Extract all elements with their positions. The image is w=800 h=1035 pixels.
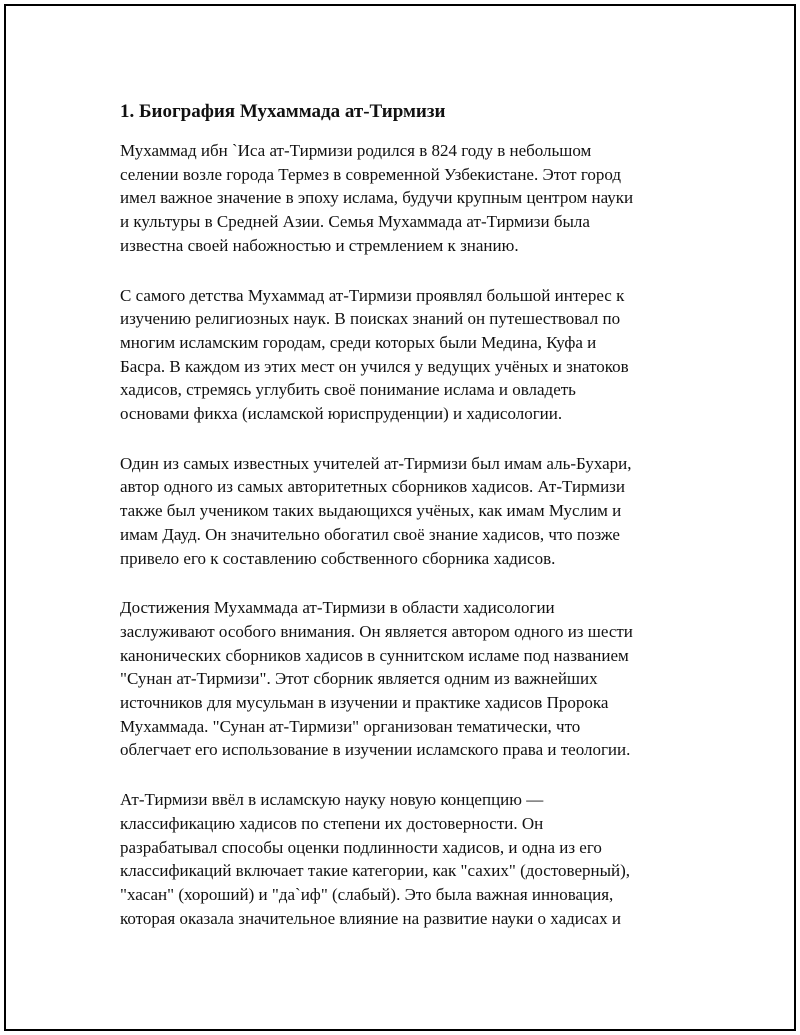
text-line: заслуживают особого внимания. Он является автором одного из шести: [120, 621, 633, 641]
text-line: "хасан" (хороший) и "да`иф" (слабый). Это была важная инновация,: [120, 884, 614, 904]
text-line: канонических сборников хадисов в суннитском исламе под названием: [120, 645, 629, 665]
text-line: которая оказала значительное влияние на развитие науки о хадисах и: [120, 908, 622, 928]
paragraph-birth: [120, 139, 690, 258]
text-line: привело его к составлению собственного сборника хадисов.: [120, 548, 556, 568]
text-line: разрабатывал способы оценки подлинности хадисов, и одна из его: [120, 837, 602, 857]
text-line: автор одного из самых авторитетных сборников хадисов. Ат-Тирмизи: [120, 477, 625, 497]
text-line: известна своей набожностью и стремлением к знанию.: [120, 235, 519, 255]
text-line: "Сунан ат-Тирмизи". Этот сборник является одним из важнейших: [120, 669, 598, 689]
text-line: изучению религиозных наук. В поисках знаний он путешествовал по: [120, 309, 621, 329]
document-body: [120, 98, 690, 956]
text-line: Мухаммад ибн `Иса ат-Тирмизи родился в 824 году в небольшом: [120, 141, 592, 160]
page-frame: [4, 4, 796, 1031]
text-line: Один из самых известных учителей ат-Тирмизи был имам аль-Бухари,: [120, 453, 632, 473]
paragraph-teachers: [120, 452, 690, 571]
text-line: Достижения Мухаммада ат-Тирмизи в области хадисологии: [120, 598, 555, 618]
text-line: имел важное значение в эпоху ислама, будучи крупным центром науки: [120, 188, 634, 208]
paragraph-childhood: [120, 284, 690, 426]
paragraph-classification: [120, 788, 690, 930]
text-line: Мухаммада. "Сунан ат-Тирмизи" организован тематически, что: [120, 716, 581, 736]
text-line: хадисов, стремясь углубить своё понимание ислама и овладеть: [120, 380, 576, 400]
page-title: 1. Биография Мухаммада ат-Тирмизи: [120, 101, 446, 122]
text-line: источников для мусульман в изучении и практике хадисов Пророка: [120, 693, 609, 713]
text-line: С самого детства Мухаммад ат-Тирмизи проявлял большой интерес к: [120, 285, 625, 305]
text-line: облегчает его использование в изучении исламского права и теологии.: [120, 740, 631, 760]
text-line: и культуры в Средней Азии. Семья Мухаммада ат-Тирмизи была: [120, 212, 590, 232]
text-line: Басра. В каждом из этих мест он учился у ведущих учёных и знатоков: [120, 356, 629, 376]
text-line: также был учеником таких выдающихся учёных, как имам Муслим и: [120, 501, 622, 521]
text-line: селении возле города Термез в современной Узбекистане. Этот город: [120, 164, 622, 184]
text-line: многим исламским городам, среди которых были Медина, Куфа и: [120, 332, 597, 352]
text-line: основами фикха (исламской юриспруденции) и хадисологии.: [120, 404, 563, 424]
text-line: имам Дауд. Он значительно обогатил своё знание хадисов, что позже: [120, 524, 620, 544]
paragraph-achievements: [120, 596, 690, 762]
text-line: классификацию хадисов по степени их достоверности. Он: [120, 813, 544, 833]
text-line: классификаций включает такие категории, как "сахих" (достоверный),: [120, 861, 631, 881]
text-line: Ат-Тирмизи ввёл в исламскую науку новую концепцию —: [120, 790, 544, 810]
